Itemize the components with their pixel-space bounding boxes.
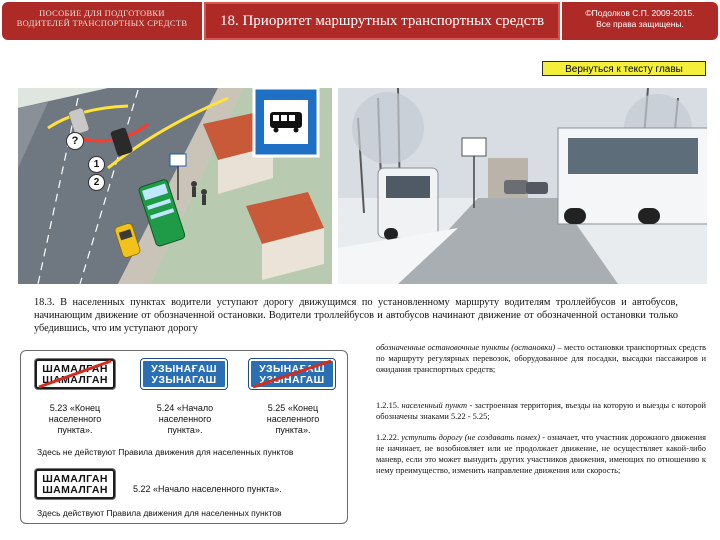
sign-5-23 — [35, 359, 115, 389]
note-rules-not-apply: Здесь не действуют Правила движения для населенных пунктов — [37, 447, 294, 457]
manual-label-line2: ВОДИТЕЛЕЙ ТРАНСПОРТНЫХ СРЕДСТВ — [16, 18, 188, 28]
sign-5-23-line2: ШАМАЛГАН — [42, 374, 108, 386]
sign-5-23-line1: ШАМАЛГАН — [42, 363, 108, 375]
caption-5-25: 5.25 «Конец населенного пункта». — [266, 403, 320, 435]
sign-5-25-line1: УЗЫНАҒАШ — [259, 363, 325, 375]
manual-label — [2, 2, 202, 40]
bus-stop-illustration — [18, 88, 332, 284]
definition-settlement — [376, 400, 706, 422]
marker-2: 2 — [88, 174, 105, 191]
marker-question: ? — [66, 132, 84, 150]
sign-5-24 — [141, 359, 227, 389]
winter-street-photo — [338, 88, 707, 284]
sign-5-24-line2: УЗЫНАГАШ — [151, 374, 217, 386]
rule-18-3-text: 18.3. В населенных пунктах водители уступают дорогу движущимся по установленному маршруту водителям троллейбусов и автобусов, начинающим движение от обозначенной остановки. Водители троллейбусов и автобусов начинают движение от обозначенной остановки только убедившись, что им уступают дорогу — [34, 297, 678, 334]
sign-5-25 — [249, 359, 335, 389]
caption-5-23: 5.23 «Конец населенного пункта». — [48, 403, 102, 435]
caption-5-22: 5.22 «Начало населенного пункта». — [133, 484, 282, 494]
page-title: 18. Приоритет маршрутных транспортных средств — [204, 2, 560, 40]
definition-settlement-number: 1.2.15. — [376, 401, 402, 410]
sign-5-25-cross-icon — [249, 359, 335, 389]
bus-stop-scene-image — [18, 88, 332, 284]
settlement-signs-panel — [20, 350, 348, 524]
sign-5-24-line1: УЗЫНАҒАШ — [151, 363, 217, 375]
copyright — [562, 2, 718, 40]
definition-yield-number: 1.2.22. — [376, 433, 402, 442]
note-rules-apply: Здесь действуют Правила движения для населенных пунктов — [37, 508, 282, 518]
sign-5-22 — [35, 469, 115, 499]
back-to-chapter-button[interactable]: Вернуться к тексту главы — [542, 61, 706, 76]
definition-yield-text: - означает, что участник дорожного движения не начинает, не возобновляет или не продолжает движение, не осуществляет какой-либо маневр, если это может вынудить других участников движения, имеющих по отношению к нему преимущество, изменить направление движения или скорость; — [376, 433, 706, 475]
sign-5-22-line1: ШАМАЛГАН — [42, 473, 108, 485]
copyright-line1: ©Подолков С.П. 2009-2015. — [585, 8, 695, 18]
manual-label-line1: ПОСОБИЕ ДЛЯ ПОДГОТОВКИ — [39, 8, 165, 18]
definition-settlement-text: - застроенная территория, въезды на которую и выезды с которой обозначены знаками 5.22 - 5.25; — [376, 401, 707, 421]
definition-stops-text: – место остановки транспортных средств по маршруту регулярных перевозок, оборудованное для посадки, высадки пассажиров и ожидания транспортных средств; — [376, 343, 706, 374]
definition-yield — [376, 432, 706, 476]
sign-5-23-cross-icon — [35, 359, 115, 389]
header-bar — [0, 0, 720, 44]
marker-1: 1 — [88, 156, 105, 173]
sign-5-25-line2: УЗЫНАГАШ — [259, 374, 325, 386]
definition-settlement-term: населенный пункт — [401, 401, 468, 410]
sign-5-22-line2: ШАМАЛГАН — [42, 484, 108, 496]
winter-street-image — [338, 88, 707, 284]
copyright-line2: Все права защищены. — [596, 19, 684, 29]
caption-5-24: 5.24 «Начало населенного пункта». — [156, 403, 214, 435]
definition-stops — [376, 342, 706, 375]
definition-yield-term: уступить дорогу (не создавать помех) — [401, 433, 541, 442]
definition-stops-term: обозначенные остановочные пункты (остановки) — [376, 343, 556, 352]
